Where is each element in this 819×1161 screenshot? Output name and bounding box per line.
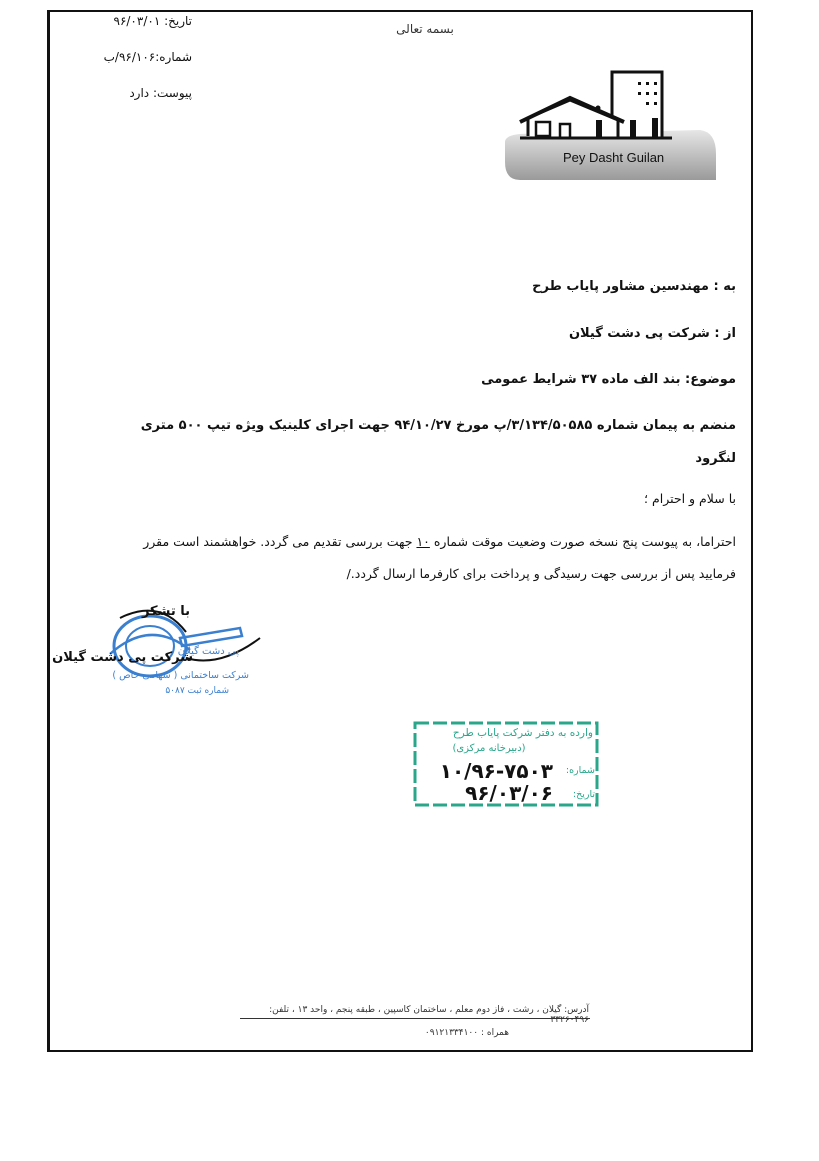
incoming-stamp-subtitle: (دبیرخانه مرکزی) <box>452 743 526 754</box>
bismillah: بسمه تعالی <box>396 22 454 36</box>
attachment-label: پیوست: دارد <box>129 86 192 100</box>
greeting: با سلام و احترام ؛ <box>644 491 736 506</box>
body-line-1-end: جهت بررسی تقدیم می گردد. خواهشمند است مقرر <box>143 534 417 549</box>
reference-line-1: منضم به پیمان شماره ۳/۱۳۴/۵۰۵۸۵/پ مورخ ۹۴/۱۰/۲۷ جهت اجرای کلینیک ویژه تیپ ۵۰۰ متری <box>140 418 736 433</box>
footer-address: آدرس: گیلان ، رشت ، فاز دوم معلم ، ساختمان کاسپین ، طبقه پنجم ، واحد ۱۳ ، تلفن: ۳۳۲۶۰۴۹۶ <box>269 1005 589 1025</box>
company-stamp-reg: شماره ثبت ۵۰۸۷ <box>165 686 229 696</box>
logo-text: Pey Dasht Guilan <box>563 150 665 165</box>
reference-line-2: لنگرود <box>695 451 736 466</box>
number-label: شماره:۹۶/۱۰۶/ب <box>103 50 192 64</box>
body-line-1 <box>76 534 736 549</box>
incoming-date-value: ۹۶/۰۳/۰۶ <box>465 781 553 805</box>
closing: با تشکر <box>141 604 190 619</box>
incoming-stamp-title: وارده به دفتر شرکت پایاب طرح <box>452 727 593 739</box>
body-line-2: فرمایید پس از بررسی جهت رسیدگی و پرداخت برای کارفرما ارسال گردد./ <box>346 566 736 581</box>
recipient-line: به : مهندسین مشاور پایاب طرح <box>532 279 736 294</box>
footer-mobile: همراه : ۰۹۱۲۱۳۳۴۱۰۰ <box>424 1028 509 1038</box>
signer: شرکت پی دشت گیلان <box>52 650 193 665</box>
statement-number: ۱۰ <box>416 534 430 549</box>
incoming-date-label: تاریخ: <box>572 789 595 800</box>
company-stamp-name: پی دشت گیلان <box>177 646 239 657</box>
body-line-1-start: احتراما، به پیوست پنج نسخه صورت وضعیت موقت شماره <box>429 534 736 549</box>
incoming-stamp <box>413 721 599 807</box>
subject-line: موضوع: بند الف ماده ۳۷ شرایط عمومی <box>481 372 736 387</box>
company-stamp-type: شرکت ساختمانی ( سهامی خاص ) <box>112 670 249 681</box>
incoming-number-label: شماره: <box>565 765 595 776</box>
date-label: تاریخ: ۹۶/۰۳/۰۱ <box>113 14 192 28</box>
sender-line: از : شرکت پی دشت گیلان <box>568 326 736 341</box>
incoming-number-value: ۱۰/۹۶-۷۵۰۳ <box>439 759 553 783</box>
